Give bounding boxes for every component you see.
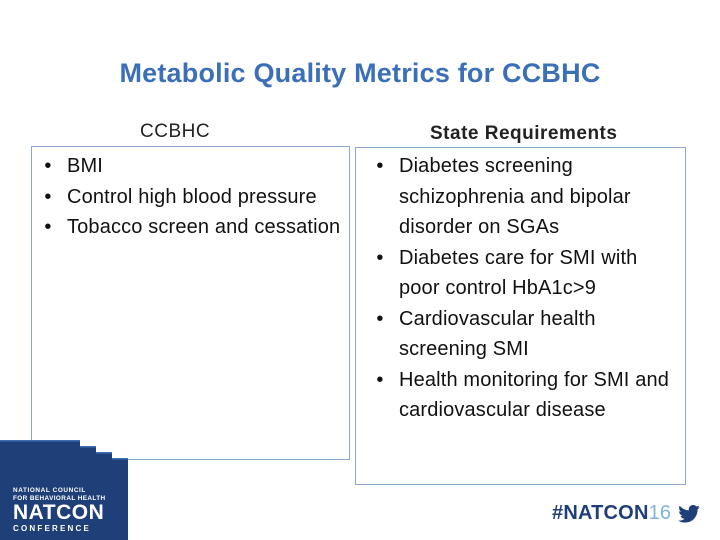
list-item [370,304,682,365]
slide-title: Metabolic Quality Metrics for CCBHC [119,58,601,88]
logo-stairs-graphic [0,438,128,464]
bullet-icon: • [376,246,384,269]
list-item [370,151,682,243]
right-bullet-list [370,151,682,426]
list-item-text: Diabetes screening schizophrenia and bipolar disorder on SGAs [399,155,631,238]
list-item [370,365,682,426]
list-item-text: BMI [67,155,104,177]
bullet-icon: • [376,307,384,330]
bullet-icon: • [44,185,52,208]
hashtag [552,502,671,525]
list-item-text: Cardiovascular health screening SMI [399,307,596,360]
list-item-text: Health monitoring for SMI and cardiovascular disease [399,368,670,421]
list-item [38,212,343,243]
right-column-heading: State Requirements [430,123,618,144]
logo-natcon: NATCON [13,501,105,524]
bullet-icon: • [44,155,52,177]
list-item [370,243,682,304]
list-item [38,151,343,182]
left-bullet-list [38,151,343,243]
logo-org-line2: FOR BEHAVIORAL HEALTH [13,495,106,502]
twitter-icon [678,505,700,523]
list-item [38,182,343,213]
list-item-text: Tobacco screen and cessation [67,216,341,238]
logo-conference: CONFERENCE [13,524,92,533]
hashtag-year: 16 [648,502,672,524]
bullet-icon: • [44,216,52,238]
list-item-text: Diabetes care for SMI with poor control HbA1c>9 [399,246,638,299]
logo-org-line1: NATIONAL COUNCIL [13,487,86,494]
bullet-icon: • [376,368,384,391]
hashtag-text: #NATCON [552,502,649,524]
left-column-heading: CCBHC [140,121,211,142]
bullet-icon: • [376,155,384,177]
list-item-text: Control high blood pressure [67,185,317,208]
